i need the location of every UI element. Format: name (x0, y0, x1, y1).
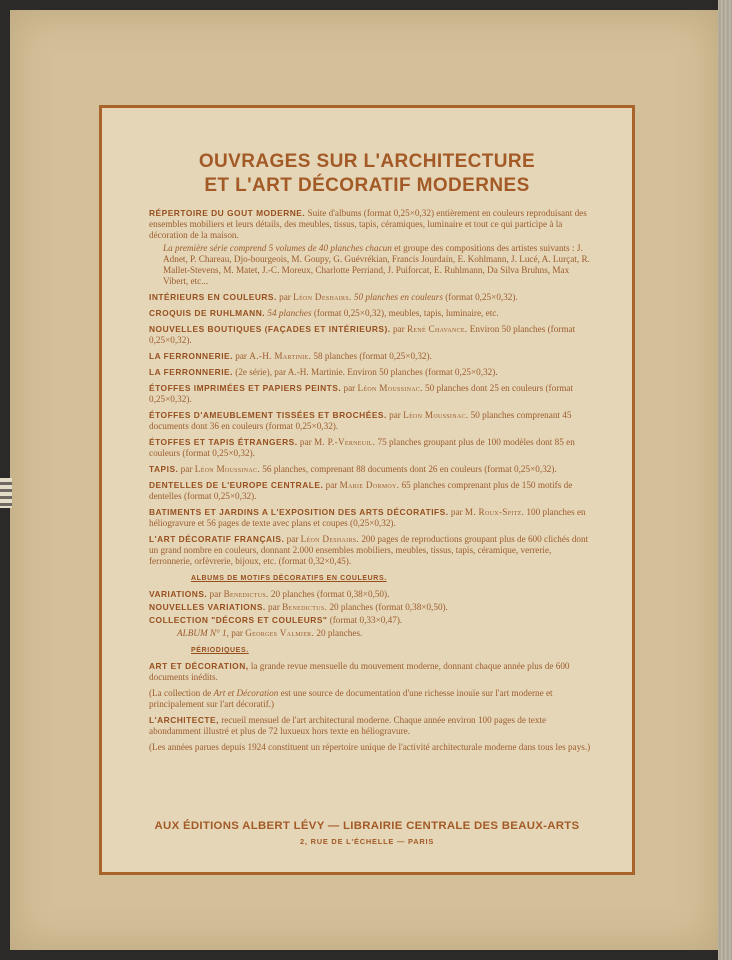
publisher-footer: AUX ÉDITIONS ALBERT LÉVY — LIBRAIRIE CENTRALE DES BEAUX-ARTS 2, RUE DE L'ÉCHELLE — PARIS (154, 820, 580, 846)
list-item: ÉTOFFES D'AMEUBLEMENT TISSÉES ET BROCHÉES. par Léon Moussinac. 50 planches comprenant 45 documents dont 36 en couleurs (format 0,25×0,32). (149, 410, 572, 431)
list-item: NOUVELLES VARIATIONS. par Benedictus. 20 planches (format 0,38×0,50). (149, 602, 448, 612)
list-item: (La collection de Art et Décoration est une source de documentation d'une richesse inouïe sur l'art moderne et principalement sur l'art décoratif.) (149, 688, 553, 709)
list-item: ALBUM N° 1, par Georges Valmier. 20 planches. (177, 628, 363, 638)
list-item: L'ARCHITECTE, recueil mensuel de l'art architectural moderne. Chaque année environ 100 pages de texte abondamment illustré et plus de 72 luxueux hors texte en héliogravure. (149, 715, 547, 736)
section-heading-albums: ALBUMS DE MOTIFS DÉCORATIFS EN COULEURS. (191, 575, 387, 582)
catalog-list (149, 208, 595, 758)
ribbon-marker (0, 478, 12, 508)
list-item: LA FERRONNERIE. par A.-H. Martinie. 58 planches (format 0,25×0,32). (149, 351, 432, 361)
list-item: ÉTOFFES IMPRIMÉES ET PAPIERS PEINTS. par Léon Moussinac. 50 planches dont 25 en couleurs (format 0,25×0,32). (149, 383, 574, 404)
list-item: La première série comprend 5 volumes de 40 planches chacun et groupe des compositions des artistes suivants : J. Adnet, P. Chareau, Djo-bourgeois, M. Goupy, G. Guévrékian, Francis Jourdain, E. Kohlmann, J. Lucé, A. Lurçat, R. Mallet-Stevens, M. Matet, J.-C. Moreux, Charlotte Perriand, J. Puiforcat, E. Ruhlmann, Da Silva Bruhns, Max Vibert, etc... (163, 243, 590, 286)
list-item: LA FERRONNERIE. (2e série), par A.-H. Martinie. Environ 50 planches (format 0,25×0,32). (149, 367, 498, 377)
list-item: L'ART DÉCORATIF FRANÇAIS. par Léon Deshairs. 200 pages de reproductions groupant plus de 600 clichés dont un grand nombre en couleurs, donnant 2.000 ensembles mobiliers, meubles, tissus, tapis, céramique, verrerie, ferronnerie, orfèvrerie, bijoux, etc. (format 0,32×0,45). (149, 534, 589, 566)
list-item: ÉTOFFES ET TAPIS ÉTRANGERS. par M. P.-Verneuil. 75 planches groupant plus de 100 modèles dont 85 en couleurs (format 0,25×0,32). (149, 437, 575, 458)
section-heading-periodicals: PÉRIODIQUES. (191, 647, 249, 654)
book-spine (718, 0, 732, 960)
list-item: RÉPERTOIRE DU GOUT MODERNE. Suite d'albums (format 0,25×0,32) entièrement en couleurs reproduisant des ensembles mobiliers et leurs détails, des meubles, tissus, tapis, céramiques, luminaire et tout ce qui participe à la décoration de la maison. (149, 208, 587, 240)
list-item: COLLECTION "DÉCORS ET COULEURS" (format 0,33×0,47). (149, 615, 403, 625)
list-item: (Les années parues depuis 1924 constituent un répertoire unique de l'activité architecturale moderne dans tous les pays.) (149, 742, 591, 752)
list-item: INTÉRIEURS EN COULEURS. par Léon Deshairs. 50 planches en couleurs (format 0,25×0,32). (149, 292, 518, 302)
list-item: ART ET DÉCORATION, la grande revue mensuelle du mouvement moderne, donnant chaque année plus de 600 documents inédits. (149, 661, 570, 682)
page-title: OUVRAGES SUR L'ARCHITECTURE ET L'ART DÉCORATIF MODERNES (198, 151, 536, 196)
list-item: DENTELLES DE L'EUROPE CENTRALE. par Marie Dormoy. 65 planches comprenant plus de 150 motifs de dentelles (format 0,25×0,32). (149, 480, 573, 501)
advertisement-frame (99, 105, 635, 875)
list-item: VARIATIONS. par Benedictus. 20 planches (format 0,38×0,50). (149, 589, 390, 599)
list-item: BATIMENTS ET JARDINS A L'EXPOSITION DES ARTS DÉCORATIFS. par M. Roux-Spitz. 100 planches en héliogravure et 56 pages de texte avec plans et coupes (0,25×0,32). (149, 507, 586, 528)
list-item: TAPIS. par Léon Moussinac. 56 planches, comprenant 88 documents dont 26 en couleurs (format 0,25×0,32). (149, 464, 557, 474)
list-item: NOUVELLES BOUTIQUES (FAÇADES ET INTÉRIEURS). par René Chavance. Environ 50 planches (format 0,25×0,32). (149, 324, 576, 345)
list-item: CROQUIS DE RUHLMANN. 54 planches (format 0,25×0,32), meubles, tapis, luminaire, etc. (149, 308, 499, 318)
